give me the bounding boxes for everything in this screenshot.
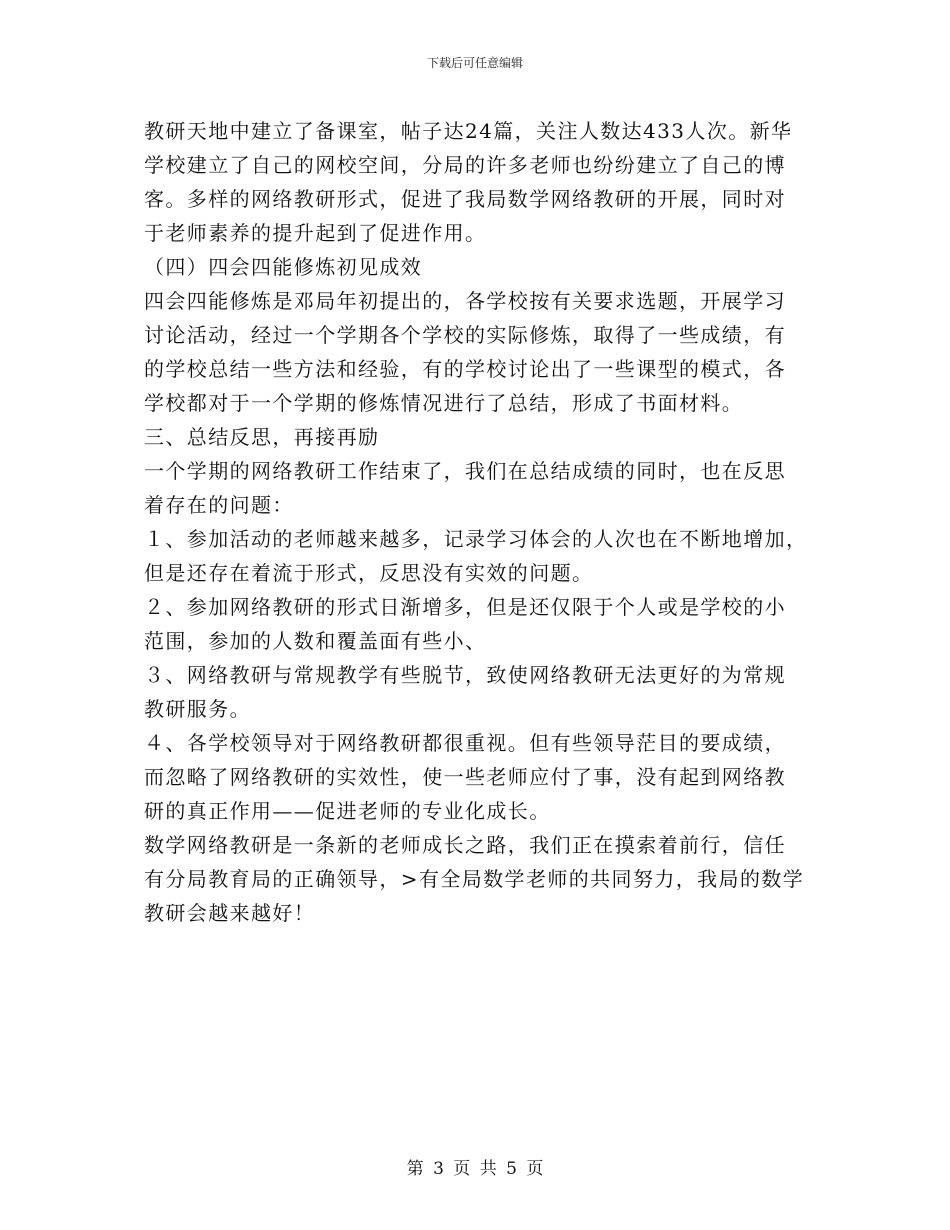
body-line: 于老师素养的提升起到了促进作用。 <box>144 221 487 245</box>
body-line: 一个学期的网络教研工作结束了，我们在总结成绩的同时，也在反思 <box>144 459 786 483</box>
body-line: 着存在的问题： <box>144 493 294 517</box>
section-heading: 三、总结反思，再接再励 <box>144 425 380 449</box>
body-line: 学校都对于一个学期的修炼情况进行了总结，形成了书面材料。 <box>144 391 744 415</box>
body-line: 有分局教育局的正确领导，>有全局数学老师的共同努力，我局的数学 <box>144 867 805 891</box>
body-line: 教研会越来越好！ <box>144 901 316 925</box>
page-header: 下载后可任意编辑 <box>426 56 523 70</box>
list-item: 教研服务。 <box>144 697 251 721</box>
list-item: ４、各学校领导对于网络教研都很重视。但有些领导茫目的要成绩， <box>144 731 786 755</box>
document-body <box>144 114 814 930</box>
page-number-footer: 第 3 页 共 5 页 <box>406 1159 544 1179</box>
body-line: 的学校总结一些方法和经验，有的学校讨论出了一些课型的模式，各 <box>144 357 786 381</box>
list-item: １、参加活动的老师越来越多，记录学习体会的人次也在不断地增加， <box>144 527 808 551</box>
list-item: 而忽略了网络教研的实效性，使一些老师应付了事，没有起到网络教 <box>144 765 786 789</box>
body-line: 客。多样的网络教研形式，促进了我局数学网络教研的开展，同时对 <box>144 187 786 211</box>
section-heading: （四）四会四能修炼初见成效 <box>144 255 423 279</box>
body-line: 学校建立了自己的网校空间，分局的许多老师也纷纷建立了自己的博 <box>144 153 786 177</box>
list-item: 范围，参加的人数和覆盖面有些小、 <box>144 629 487 653</box>
list-item: 研的真正作用——促进老师的专业化成长。 <box>144 799 551 823</box>
body-line: 教研天地中建立了备课室，帖子达24篇，关注人数达433人次。新华 <box>144 119 793 143</box>
list-item: ２、参加网络教研的形式日渐增多，但是还仅限于个人或是学校的小 <box>144 595 786 619</box>
body-line: 四会四能修炼是邓局年初提出的，各学校按有关要求选题，开展学习 <box>144 289 786 313</box>
list-item: 但是还存在着流于形式，反思没有实效的问题。 <box>144 561 594 585</box>
body-line: 数学网络教研是一条新的老师成长之路，我们正在摸索着前行，信任 <box>144 833 786 857</box>
body-line: 讨论活动，经过一个学期各个学校的实际修炼，取得了一些成绩，有 <box>144 323 786 347</box>
list-item: ３、网络教研与常规教学有些脱节，致使网络教研无法更好的为常规 <box>144 663 786 687</box>
